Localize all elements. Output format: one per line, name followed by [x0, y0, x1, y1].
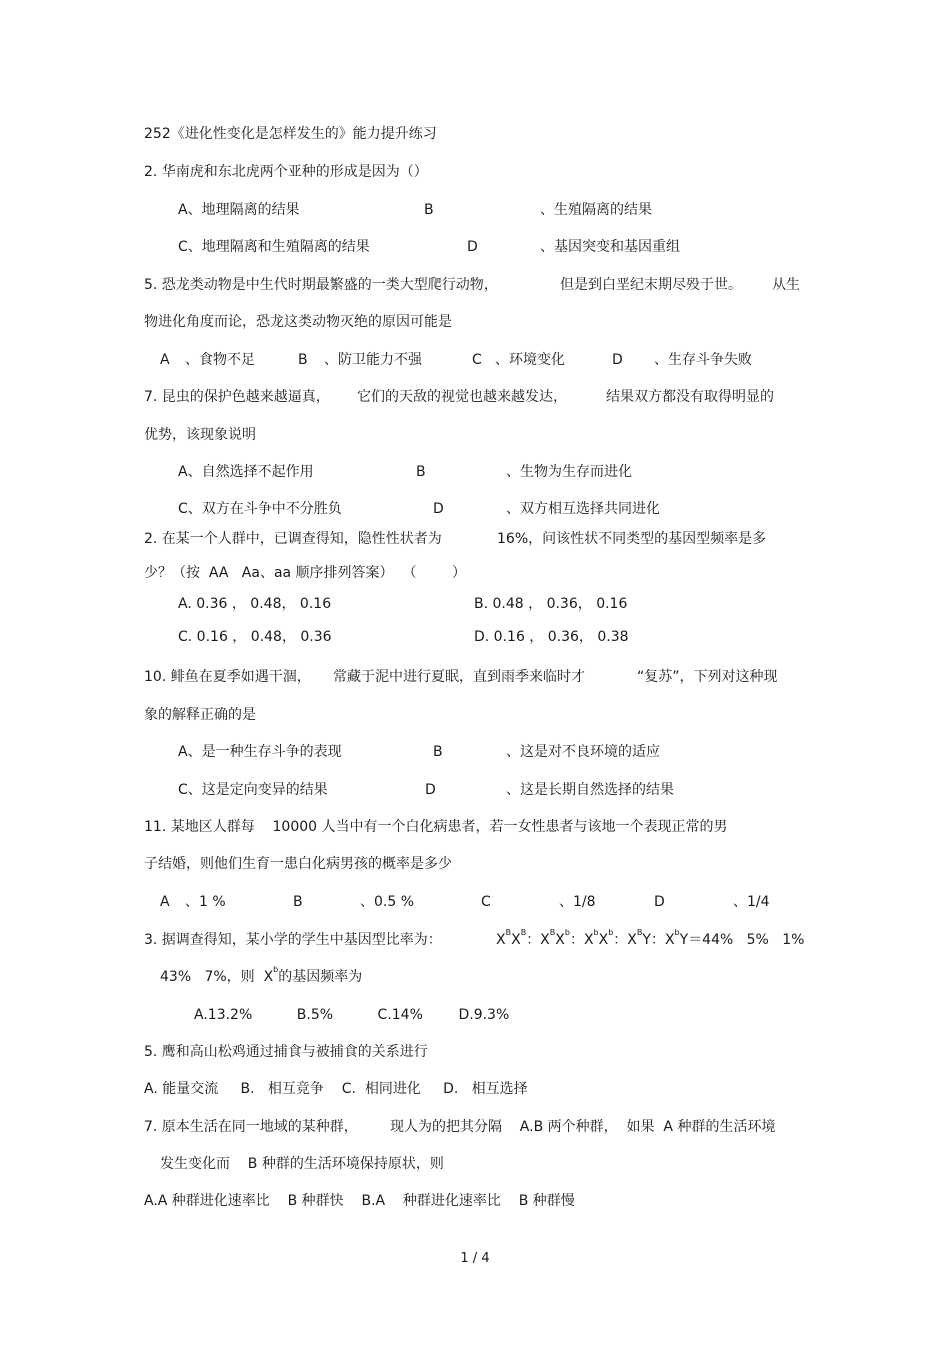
question-stem: 少？（按 AA Aa、aa 顺序排列答案） （ ） — [144, 565, 467, 581]
question-stem: 2. 在某一个人群中，已调查得知，隐性性状者为 — [144, 531, 442, 547]
page-number: 1 / 4 — [460, 1251, 490, 1266]
question-stem: 象的解释正确的是 — [144, 707, 256, 723]
option-b: 、生物为生存而进化 — [506, 464, 632, 480]
option-b-letter: B — [433, 744, 443, 760]
option-a: A. 0.36 ， 0.48， 0.16 — [178, 596, 332, 612]
option-b: 、生殖隔离的结果 — [540, 202, 652, 218]
option-b-letter: B — [293, 894, 303, 910]
option-d-letter: D — [425, 782, 436, 798]
option-b: 、0.5 % — [360, 894, 415, 910]
option-d: 、这是长期自然选择的结果 — [506, 782, 674, 798]
option-d-letter: D — [433, 501, 444, 517]
option-a: 、食物不足 — [185, 352, 255, 368]
option-d: D. 0.16 ， 0.36， 0.38 — [474, 629, 629, 645]
question-stem: “复苏”，下列对这种现 — [637, 669, 778, 685]
option-c: 、1/8 — [559, 894, 596, 910]
question-stem: 现人为的把其分隔 A.B 两个种群， 如果 A 种群的生活环境 — [390, 1119, 776, 1135]
question-stem: 从生 — [772, 277, 800, 293]
option-c: C、双方在斗争中不分胜负 — [178, 501, 342, 517]
question-stem: 7. 昆虫的保护色越来越逼真， — [144, 389, 330, 405]
genotype-ratio: $X^BX^B$：$X^BX^b$：$X^bX^b$：$X^BY$：$X^bY=44\%$ 5% 1% — [496, 928, 805, 948]
question-stem: 结果双方都没有取得明显的 — [606, 389, 774, 405]
option-b: B. 0.48 ， 0.36， 0.16 — [474, 596, 628, 612]
option-b: 、防卫能力不强 — [324, 352, 422, 368]
option-d: 、基因突变和基因重组 — [540, 239, 680, 255]
option-b-letter: B — [416, 464, 426, 480]
question-stem: 但是到白垩纪末期尽殁于世。 — [560, 277, 742, 293]
option-d-letter: D — [654, 894, 665, 910]
question-stem: 16%，问该性状不同类型的基因型频率是多 — [497, 531, 767, 547]
option-c: C、地理隔离和生殖隔离的结果 — [178, 239, 370, 255]
options-row: A. 能量交流 B. 相互竞争 C. 相同进化 D. 相互选择 — [144, 1081, 528, 1097]
options-row: A.13.2% B.5% C.14% D.9.3% — [194, 1007, 510, 1023]
page-title: 252《进化性变化是怎样发生的》能力提升练习 — [144, 126, 437, 142]
option-b: 、这是对不良环境的适应 — [506, 744, 660, 760]
question-stem: 3. 据调查得知，某小学的学生中基因型比率为： — [144, 932, 442, 948]
option-a: 、1 % — [185, 894, 226, 910]
option-d-letter: D — [467, 239, 478, 255]
question-stem: 发生变化而 B 种群的生活环境保持原状，则 — [160, 1156, 444, 1172]
option-a: A、是一种生存斗争的表现 — [178, 744, 342, 760]
option-d: 、1/4 — [733, 894, 770, 910]
question-stem: 常藏于泥中进行夏眠，直到雨季来临时才 — [333, 669, 585, 685]
option-a-letter: A — [160, 352, 170, 368]
question-stem: 2. 华南虎和东北虎两个亚种的形成是因为（） — [144, 164, 428, 180]
option-a-letter: A — [160, 894, 170, 910]
question-stem: 5. 鹰和高山松鸡通过捕食与被捕食的关系进行 — [144, 1044, 428, 1060]
option-c-letter: C — [481, 894, 491, 910]
option-c: C. 0.16 ， 0.48， 0.36 — [178, 629, 332, 645]
option-c-letter: C — [472, 352, 482, 368]
question-stem: 10. 鲱鱼在夏季如遇干涸， — [144, 669, 311, 685]
question-stem: 子结婚，则他们生育一患白化病男孩的概率是多少 — [144, 856, 452, 872]
option-d: 、生存斗争失败 — [654, 352, 752, 368]
question-stem: 43% 7%，则 $X^b$的基因频率为 — [160, 965, 363, 985]
question-stem: 它们的天敌的视觉也越来越发达， — [357, 389, 567, 405]
question-stem: 5. 恐龙类动物是中生代时期最繁盛的一类大型爬行动物， — [144, 277, 498, 293]
option-a: A、自然选择不起作用 — [178, 464, 314, 480]
question-stem: 优势，该现象说明 — [144, 427, 256, 443]
option-b-letter: B — [298, 352, 308, 368]
options-row: A.A 种群进化速率比 B 种群快 B.A 种群进化速率比 B 种群慢 — [144, 1193, 575, 1209]
question-stem: 物进化角度而论，恐龙这类动物灭绝的原因可能是 — [144, 314, 452, 330]
question-stem: 11. 某地区人群每 10000 人当中有一个白化病患者，若一女性患者与该地一个表现正常的男 — [144, 819, 728, 835]
option-c: 、环境变化 — [495, 352, 565, 368]
option-a: A、地理隔离的结果 — [178, 202, 300, 218]
option-d: 、双方相互选择共同进化 — [506, 501, 660, 517]
question-stem: 7. 原本生活在同一地域的某种群， — [144, 1119, 358, 1135]
option-b-letter: B — [424, 202, 434, 218]
option-c: C、这是定向变异的结果 — [178, 782, 328, 798]
option-d-letter: D — [612, 352, 623, 368]
